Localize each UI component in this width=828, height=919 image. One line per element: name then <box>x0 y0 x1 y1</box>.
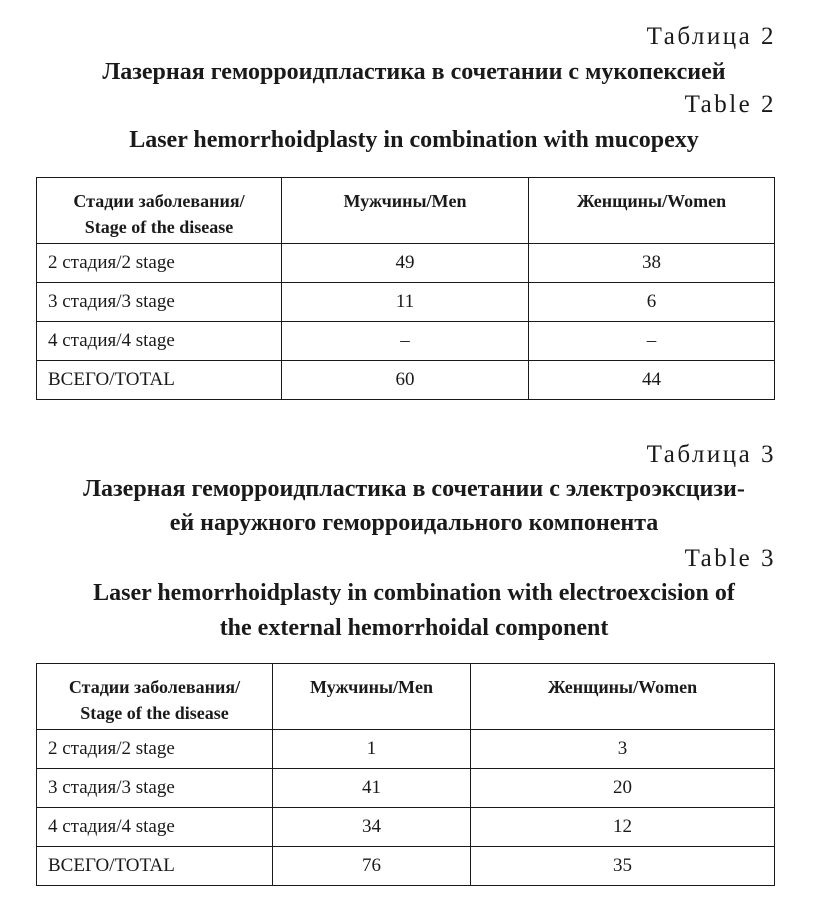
table2-label-ru: Таблица 2 <box>646 23 776 50</box>
table3-header-row <box>37 664 775 730</box>
table-row <box>37 847 775 886</box>
table2-title-ru: Лазерная геморроидпластика в сочетании с мукопексией <box>102 59 726 85</box>
men-cell: 60 <box>282 361 529 400</box>
table-row <box>37 808 775 847</box>
men-cell: – <box>282 322 529 361</box>
table-row <box>37 769 775 808</box>
stage-cell: ВСЕГО/TOTAL <box>37 361 282 400</box>
table2-header-row <box>37 178 775 244</box>
stage-cell: 2 стадия/2 stage <box>37 244 282 283</box>
women-cell: 44 <box>529 361 775 400</box>
table-row <box>37 322 775 361</box>
men-cell: 76 <box>273 847 471 886</box>
table2 <box>36 177 775 400</box>
women-cell: 6 <box>529 283 775 322</box>
table3-label-ru: Таблица 3 <box>646 441 776 468</box>
women-cell: 12 <box>471 808 775 847</box>
stage-cell: ВСЕГО/TOTAL <box>37 847 273 886</box>
table-row <box>37 361 775 400</box>
table3-title-en-line2: the external hemorrhoidal component <box>219 615 609 641</box>
men-cell: 11 <box>282 283 529 322</box>
stage-cell: 4 стадия/4 stage <box>37 808 273 847</box>
table3-title-en-line1: Laser hemorrhoidplasty in combination with electroexcision of <box>93 580 735 606</box>
women-cell: – <box>529 322 775 361</box>
table3-title-ru-line1: Лазерная геморроидпластика в сочетании с электроэксцизи- <box>83 476 745 502</box>
table2-title-en: Laser hemorrhoidplasty in combination with mucopexy <box>129 127 699 153</box>
table3-title-ru-line2: ей наружного геморроидального компонента <box>169 510 659 536</box>
stage-cell: 3 стадия/3 stage <box>37 769 273 808</box>
women-cell: 3 <box>471 730 775 769</box>
stage-cell: 2 стадия/2 stage <box>37 730 273 769</box>
men-cell: 41 <box>273 769 471 808</box>
stage-cell: 4 стадия/4 stage <box>37 322 282 361</box>
table3-header-women: Женщины/Women <box>471 664 775 730</box>
table3 <box>36 663 775 886</box>
table2-header-women: Женщины/Women <box>529 178 775 244</box>
stage-cell: 3 стадия/3 stage <box>37 283 282 322</box>
table2-label-en: Table 2 <box>684 91 776 118</box>
table3-header-men: Мужчины/Men <box>273 664 471 730</box>
women-cell: 35 <box>471 847 775 886</box>
table3-header-stage: Стадии заболевания/ Stage of the disease <box>37 664 273 730</box>
men-cell: 49 <box>282 244 529 283</box>
table-row <box>37 730 775 769</box>
women-cell: 20 <box>471 769 775 808</box>
table3-label-en: Table 3 <box>684 545 776 572</box>
men-cell: 1 <box>273 730 471 769</box>
table-row <box>37 244 775 283</box>
table2-header-men: Мужчины/Men <box>282 178 529 244</box>
men-cell: 34 <box>273 808 471 847</box>
women-cell: 38 <box>529 244 775 283</box>
table2-header-stage: Стадии заболевания/ Stage of the disease <box>37 178 282 244</box>
table-row <box>37 283 775 322</box>
